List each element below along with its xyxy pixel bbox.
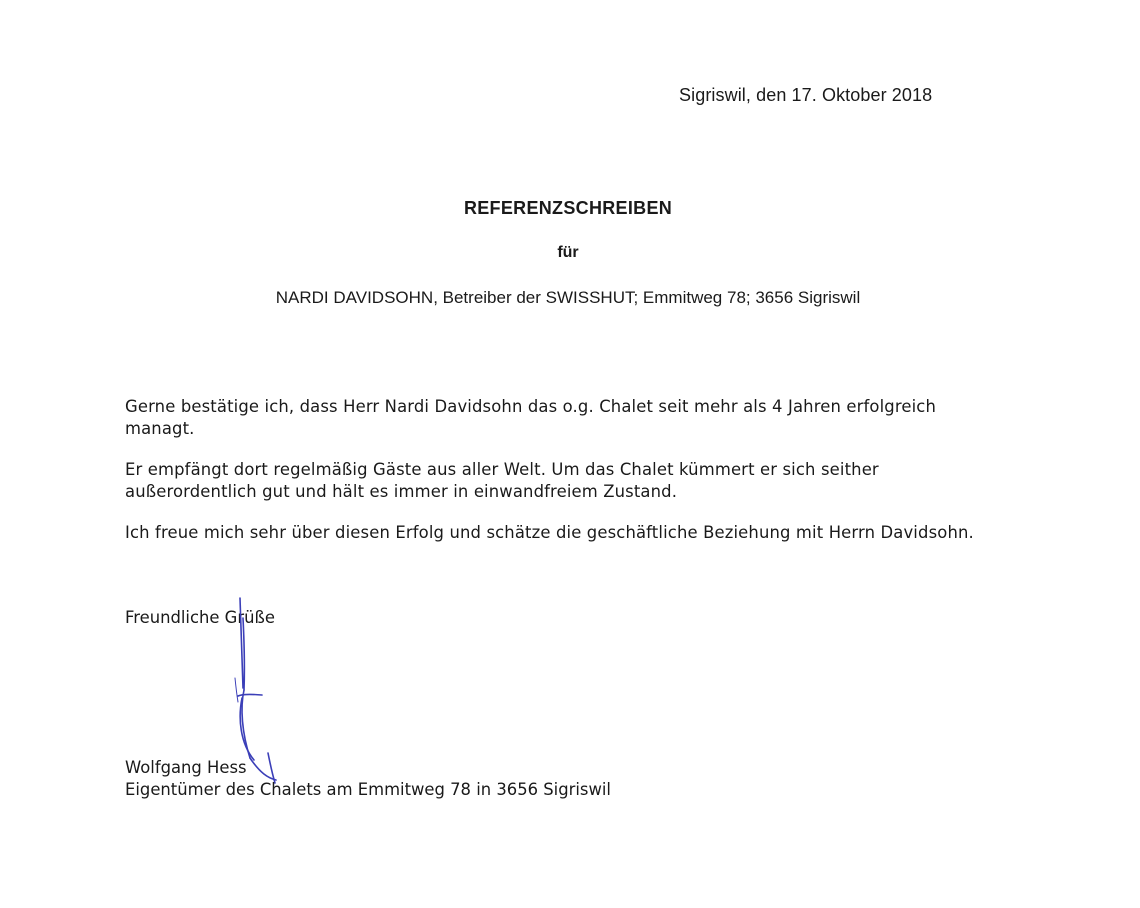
closing-greeting: Freundliche Grüße xyxy=(125,608,275,627)
signer-title: Eigentümer des Chalets am Emmitweg 78 in 3656 Sigriswil xyxy=(125,780,611,799)
paragraph-guests: Er empfängt dort regelmäßig Gäste aus aller Welt. Um das Chalet kümmert er sich seither außerordentlich gut und hält es immer in einwandfreiem Zustand. xyxy=(125,460,879,501)
letter-title: REFERENZSCHREIBEN xyxy=(463,198,673,218)
date-line: Sigriswil, den 17. Oktober 2018 xyxy=(679,85,933,105)
signer-name: Wolfgang Hess xyxy=(125,758,247,777)
signer-block xyxy=(125,757,611,801)
recipient-line: NARDI DAVIDSOHN, Betreiber der SWISSHUT; Emmitweg 78; 3656 Sigriswil xyxy=(275,288,861,307)
paragraph-relationship: Ich freue mich sehr über diesen Erfolg und schätze die geschäftliche Beziehung mit Herrn Davidsohn. xyxy=(125,523,974,542)
for-label: für xyxy=(557,244,579,261)
paragraph-confirmation: Gerne bestätige ich, dass Herr Nardi Davidsohn das o.g. Chalet seit mehr als 4 Jahren erfolgreich managt. xyxy=(125,397,936,438)
